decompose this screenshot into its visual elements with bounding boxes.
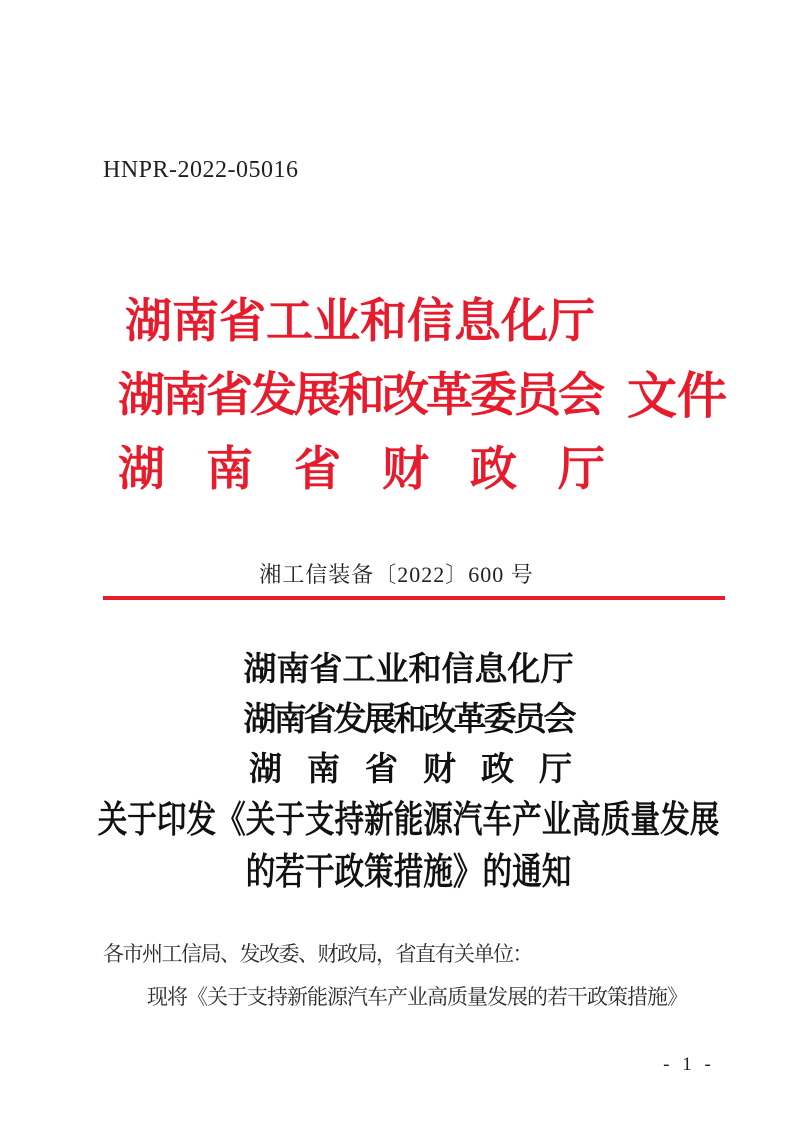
title-issuer-line-3: 湖 南 省 财 政 厅: [249, 752, 568, 788]
document-reference-code: HNPR-2022-05016: [103, 157, 299, 183]
title-subject-line-1: [12, 795, 793, 847]
body-opening-paragraph: 现将《关于支持新能源汽车产业高质量发展的若干政策措施》: [147, 985, 687, 1009]
title-subject-line-2-text: 的若干政策措施》的通知: [245, 852, 572, 893]
document-type-label: 文件: [627, 368, 727, 424]
letterhead-divider-rule: [103, 596, 725, 600]
document-reference-number: 湘工信装备〔2022〕600 号: [259, 562, 534, 587]
issuer-line-industry-it-dept: 湖南省工业和信息化厅: [125, 296, 595, 348]
salutation-line: 各市州工信局、发改委、财政局，省直有关单位：: [103, 942, 532, 966]
document-title-block: [12, 645, 793, 899]
page-number: - 1 -: [663, 1054, 715, 1075]
title-subject-line-2: [12, 847, 793, 899]
title-subject-line-1-text: 关于印发《关于支持新能源汽车产业高质量发展: [97, 800, 720, 841]
red-letterhead: [0, 285, 720, 507]
issuer-line-development-reform-commission: 湖南省发展和改革委员会: [118, 370, 602, 422]
title-issuer-line-1: 湖南省工业和信息化厅: [243, 652, 574, 688]
issuer-line-finance-dept: 湖 南 省 财 政 厅: [118, 444, 602, 496]
title-issuer-line-2: 湖南省发展和改革委员会: [243, 702, 574, 738]
